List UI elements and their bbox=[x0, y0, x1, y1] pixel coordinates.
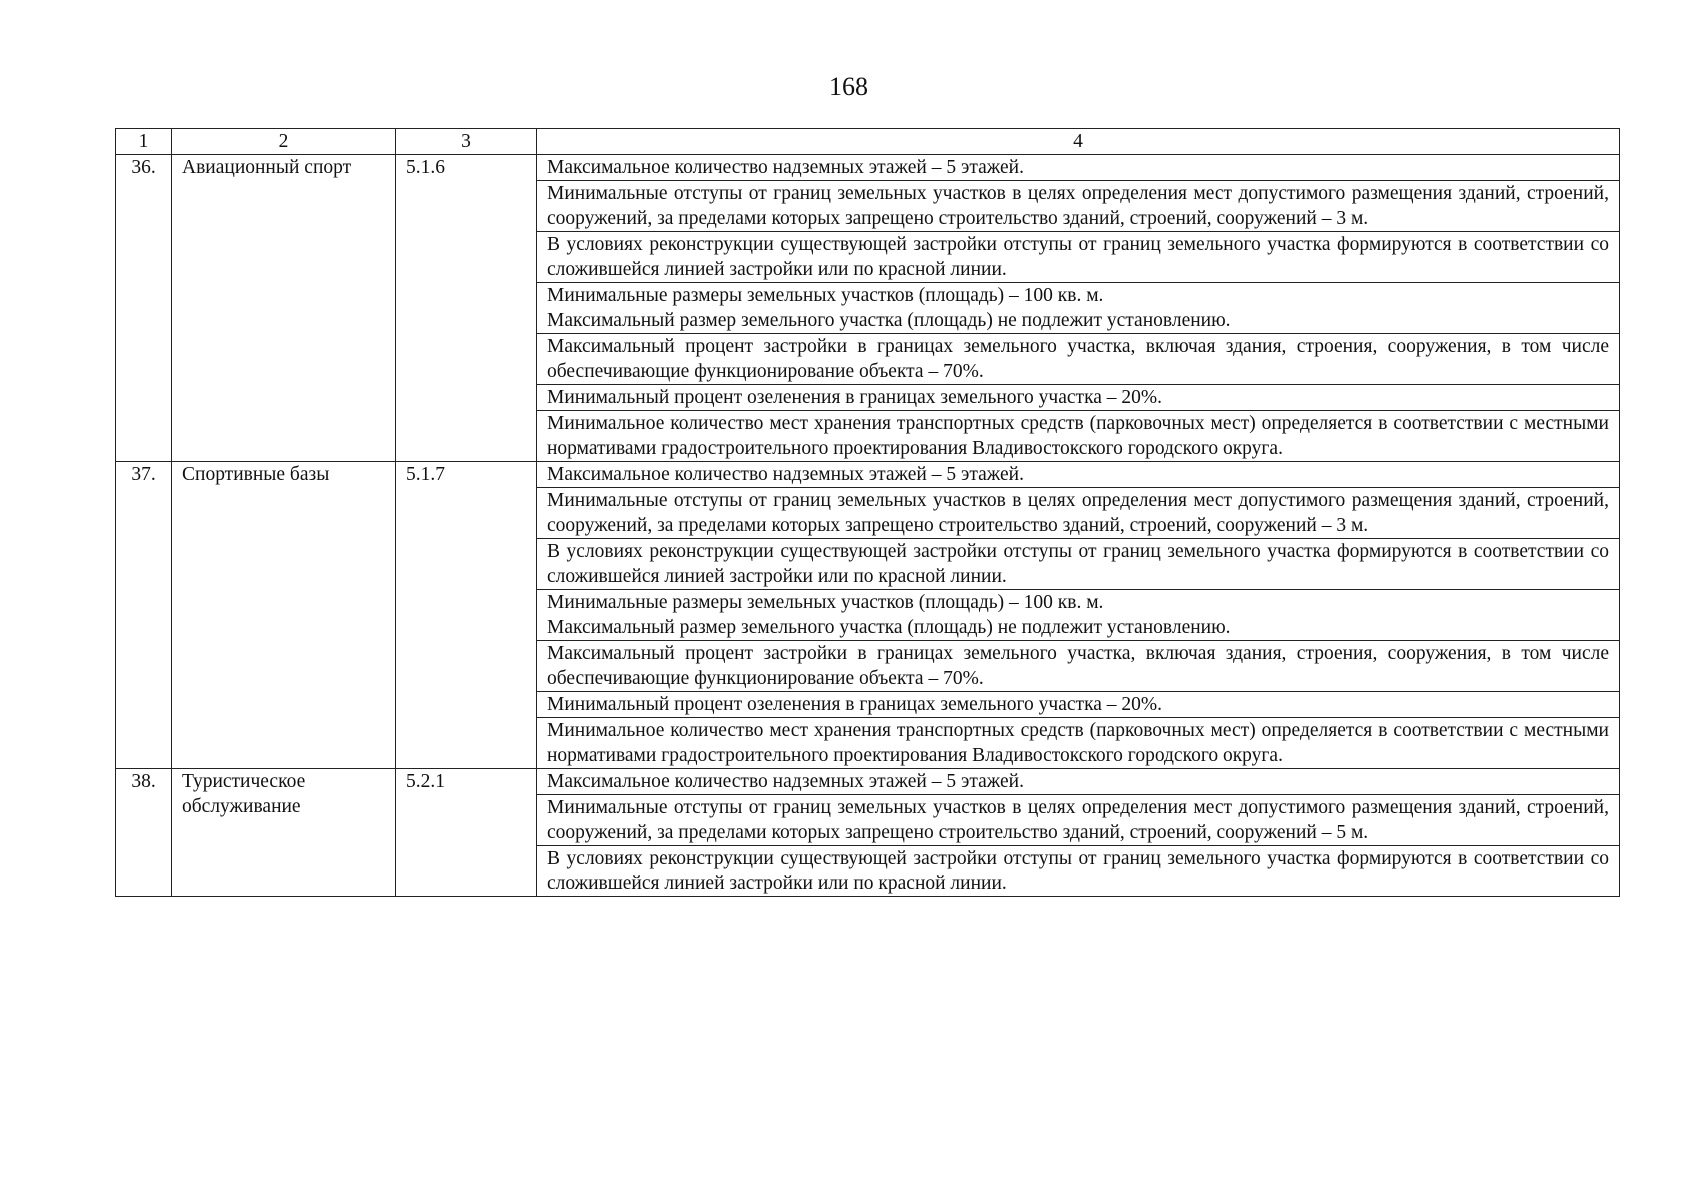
row-number: 36. bbox=[116, 155, 172, 462]
header-cell-col2: 2 bbox=[172, 129, 396, 155]
parameter-cell: Минимальные размеры земельных участков (площадь) – 100 кв. м. Максимальный размер земельного участка (площадь) не подлежит установлению. bbox=[537, 283, 1620, 334]
parameter-cell: В условиях реконструкции существующей застройки отступы от границ земельного участка формируются в соответствии со сложившейся линией застройки или по красной линии. bbox=[537, 539, 1620, 590]
header-cell-col4: 4 bbox=[537, 129, 1620, 155]
parameter-cell: Минимальный процент озеленения в границах земельного участка – 20%. bbox=[537, 385, 1620, 411]
use-type-code: 5.1.7 bbox=[396, 462, 537, 769]
parameter-cell: Минимальное количество мест хранения транспортных средств (парковочных мест) определяется в соответствии с местными нормативами градостроительного проектирования Владивостокского городского округа. bbox=[537, 411, 1620, 462]
use-type-name: Спортивные базы bbox=[172, 462, 396, 769]
parameter-cell: Максимальное количество надземных этажей – 5 этажей. bbox=[537, 769, 1620, 795]
row-number: 38. bbox=[116, 769, 172, 897]
table-row bbox=[116, 769, 1620, 795]
parameter-cell: Минимальный процент озеленения в границах земельного участка – 20%. bbox=[537, 692, 1620, 718]
parameter-cell: Минимальные отступы от границ земельных участков в целях определения мест допустимого размещения зданий, строений, сооружений, за пределами которых запрещено строительство зданий, строений, сооружений – 5 м. bbox=[537, 795, 1620, 846]
parameter-cell: Минимальные отступы от границ земельных участков в целях определения мест допустимого размещения зданий, строений, сооружений, за пределами которых запрещено строительство зданий, строений, сооружений – 3 м. bbox=[537, 181, 1620, 232]
parameter-cell: В условиях реконструкции существующей застройки отступы от границ земельного участка формируются в соответствии со сложившейся линией застройки или по красной линии. bbox=[537, 232, 1620, 283]
regulations-table bbox=[115, 128, 1620, 897]
use-type-name: Авиационный спорт bbox=[172, 155, 396, 462]
parameter-cell: В условиях реконструкции существующей застройки отступы от границ земельного участка формируются в соответствии со сложившейся линией застройки или по красной линии. bbox=[537, 846, 1620, 897]
header-cell-col3: 3 bbox=[396, 129, 537, 155]
parameter-cell: Минимальные отступы от границ земельных участков в целях определения мест допустимого размещения зданий, строений, сооружений, за пределами которых запрещено строительство зданий, строений, сооружений – 3 м. bbox=[537, 488, 1620, 539]
page-number: 168 bbox=[829, 72, 868, 101]
header-cell-col1: 1 bbox=[116, 129, 172, 155]
parameter-cell: Максимальный процент застройки в границах земельного участка, включая здания, строения, сооружения, в том числе обеспечивающие функционирование объекта – 70%. bbox=[537, 641, 1620, 692]
parameter-cell: Максимальный процент застройки в границах земельного участка, включая здания, строения, сооружения, в том числе обеспечивающие функционирование объекта – 70%. bbox=[537, 334, 1620, 385]
parameter-cell: Максимальное количество надземных этажей – 5 этажей. bbox=[537, 462, 1620, 488]
use-type-code: 5.2.1 bbox=[396, 769, 537, 897]
table-row bbox=[116, 462, 1620, 488]
parameter-cell: Минимальное количество мест хранения транспортных средств (парковочных мест) определяется в соответствии с местными нормативами градостроительного проектирования Владивостокского городского округа. bbox=[537, 718, 1620, 769]
use-type-code: 5.1.6 bbox=[396, 155, 537, 462]
header-row bbox=[116, 129, 1620, 155]
use-type-name: Туристическое обслуживание bbox=[172, 769, 396, 897]
table-body bbox=[116, 155, 1620, 897]
table-row bbox=[116, 155, 1620, 181]
parameter-cell: Максимальное количество надземных этажей – 5 этажей. bbox=[537, 155, 1620, 181]
row-number: 37. bbox=[116, 462, 172, 769]
parameter-cell: Минимальные размеры земельных участков (площадь) – 100 кв. м. Максимальный размер земельного участка (площадь) не подлежит установлению. bbox=[537, 590, 1620, 641]
